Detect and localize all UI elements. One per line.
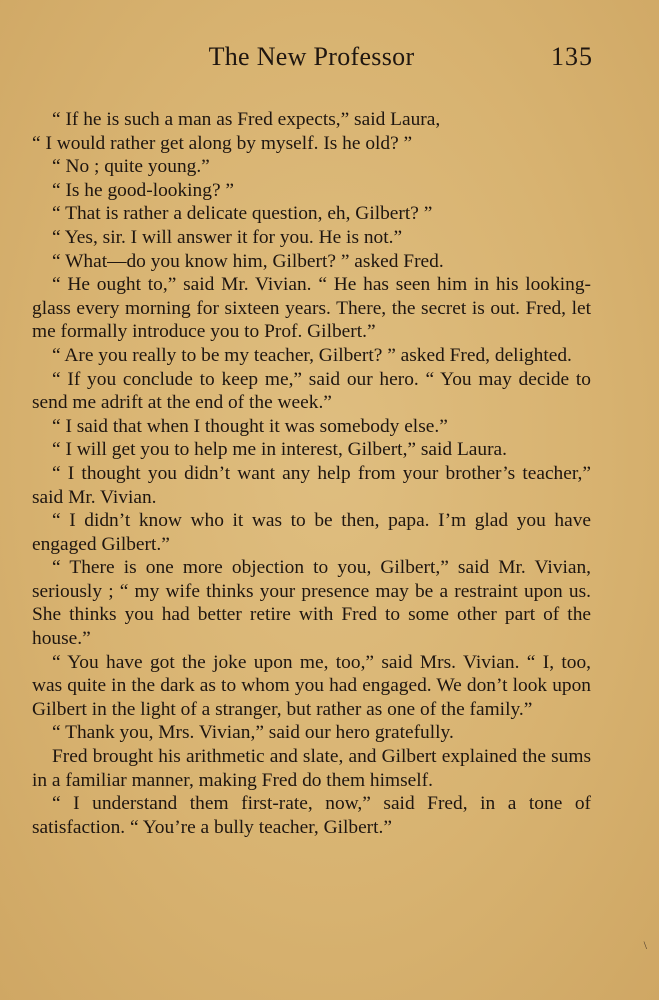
paragraph: “ I understand them first-rate, now,” said Fred, in a tone of satisfaction. “ You’re a bully teacher, Gilbert.” xyxy=(32,793,591,838)
paragraph: “ He ought to,” said Mr. Vivian. “ He has seen him in his looking-glass every morning for sixteen years. There, the secret is out. Fred, let me formally introduce you to Prof. Gilbert.” xyxy=(32,274,591,343)
paragraph: “ I thought you didn’t want any help from your brother’s teacher,” said Mr. Vivian. xyxy=(32,462,591,508)
paragraph: “ Thank you, Mrs. Vivian,” said our hero gratefully. xyxy=(52,722,454,744)
book-page xyxy=(32,40,591,839)
running-head xyxy=(32,40,591,84)
body-text xyxy=(32,108,591,839)
margin-mark: \ xyxy=(643,938,647,952)
paragraph: “ There is one more objection to you, Gilbert,” said Mr. Vivian, seriously ; “ my wife thinks your presence may be a restraint upon us. She thinks you had better retire with Fred to some other part of the house.” xyxy=(32,557,591,650)
paragraph: “ I didn’t know who it was to be then, papa. I’m glad you have engaged Gilbert.” xyxy=(32,510,591,555)
paragraph: “ If he is such a man as Fred expects,” said Laura, xyxy=(52,109,441,130)
paragraph: “ Yes, sir. I will answer it for you. He is not.” xyxy=(52,226,403,248)
paragraph: “ That is rather a delicate question, eh, Gilbert? ” xyxy=(52,203,433,225)
paragraph: “ I would rather get along by myself. Is he old? ” xyxy=(32,132,413,154)
paragraph: “ I will get you to help me in interest, Gilbert,” said Laura. xyxy=(52,439,508,461)
page-number: 135 xyxy=(551,42,593,71)
running-title: The New Professor xyxy=(208,42,415,71)
paragraph: “ I said that when I thought it was somebody else.” xyxy=(52,415,448,437)
paragraph: “ What—do you know him, Gilbert? ” asked Fred. xyxy=(52,250,444,272)
paragraph: “ If you conclude to keep me,” said our hero. “ You may decide to send me adrift at the end of the week.” xyxy=(32,368,591,414)
paragraph: “ Are you really to be my teacher, Gilbert? ” asked Fred, delighted. xyxy=(52,344,572,366)
paragraph: “ You have got the joke upon me, too,” said Mrs. Vivian. “ I, too, was quite in the dark as to whom you had engaged. We don’t look upon Gilbert in the light of a stranger, but rather as one of the family.” xyxy=(32,651,591,720)
paragraph: Fred brought his arithmetic and slate, and Gilbert explained the sums in a familiar manner, making Fred do them himself. xyxy=(32,746,591,791)
paragraph: “ No ; quite young.” xyxy=(52,156,210,178)
paragraph: “ Is he good-looking? ” xyxy=(52,179,235,201)
